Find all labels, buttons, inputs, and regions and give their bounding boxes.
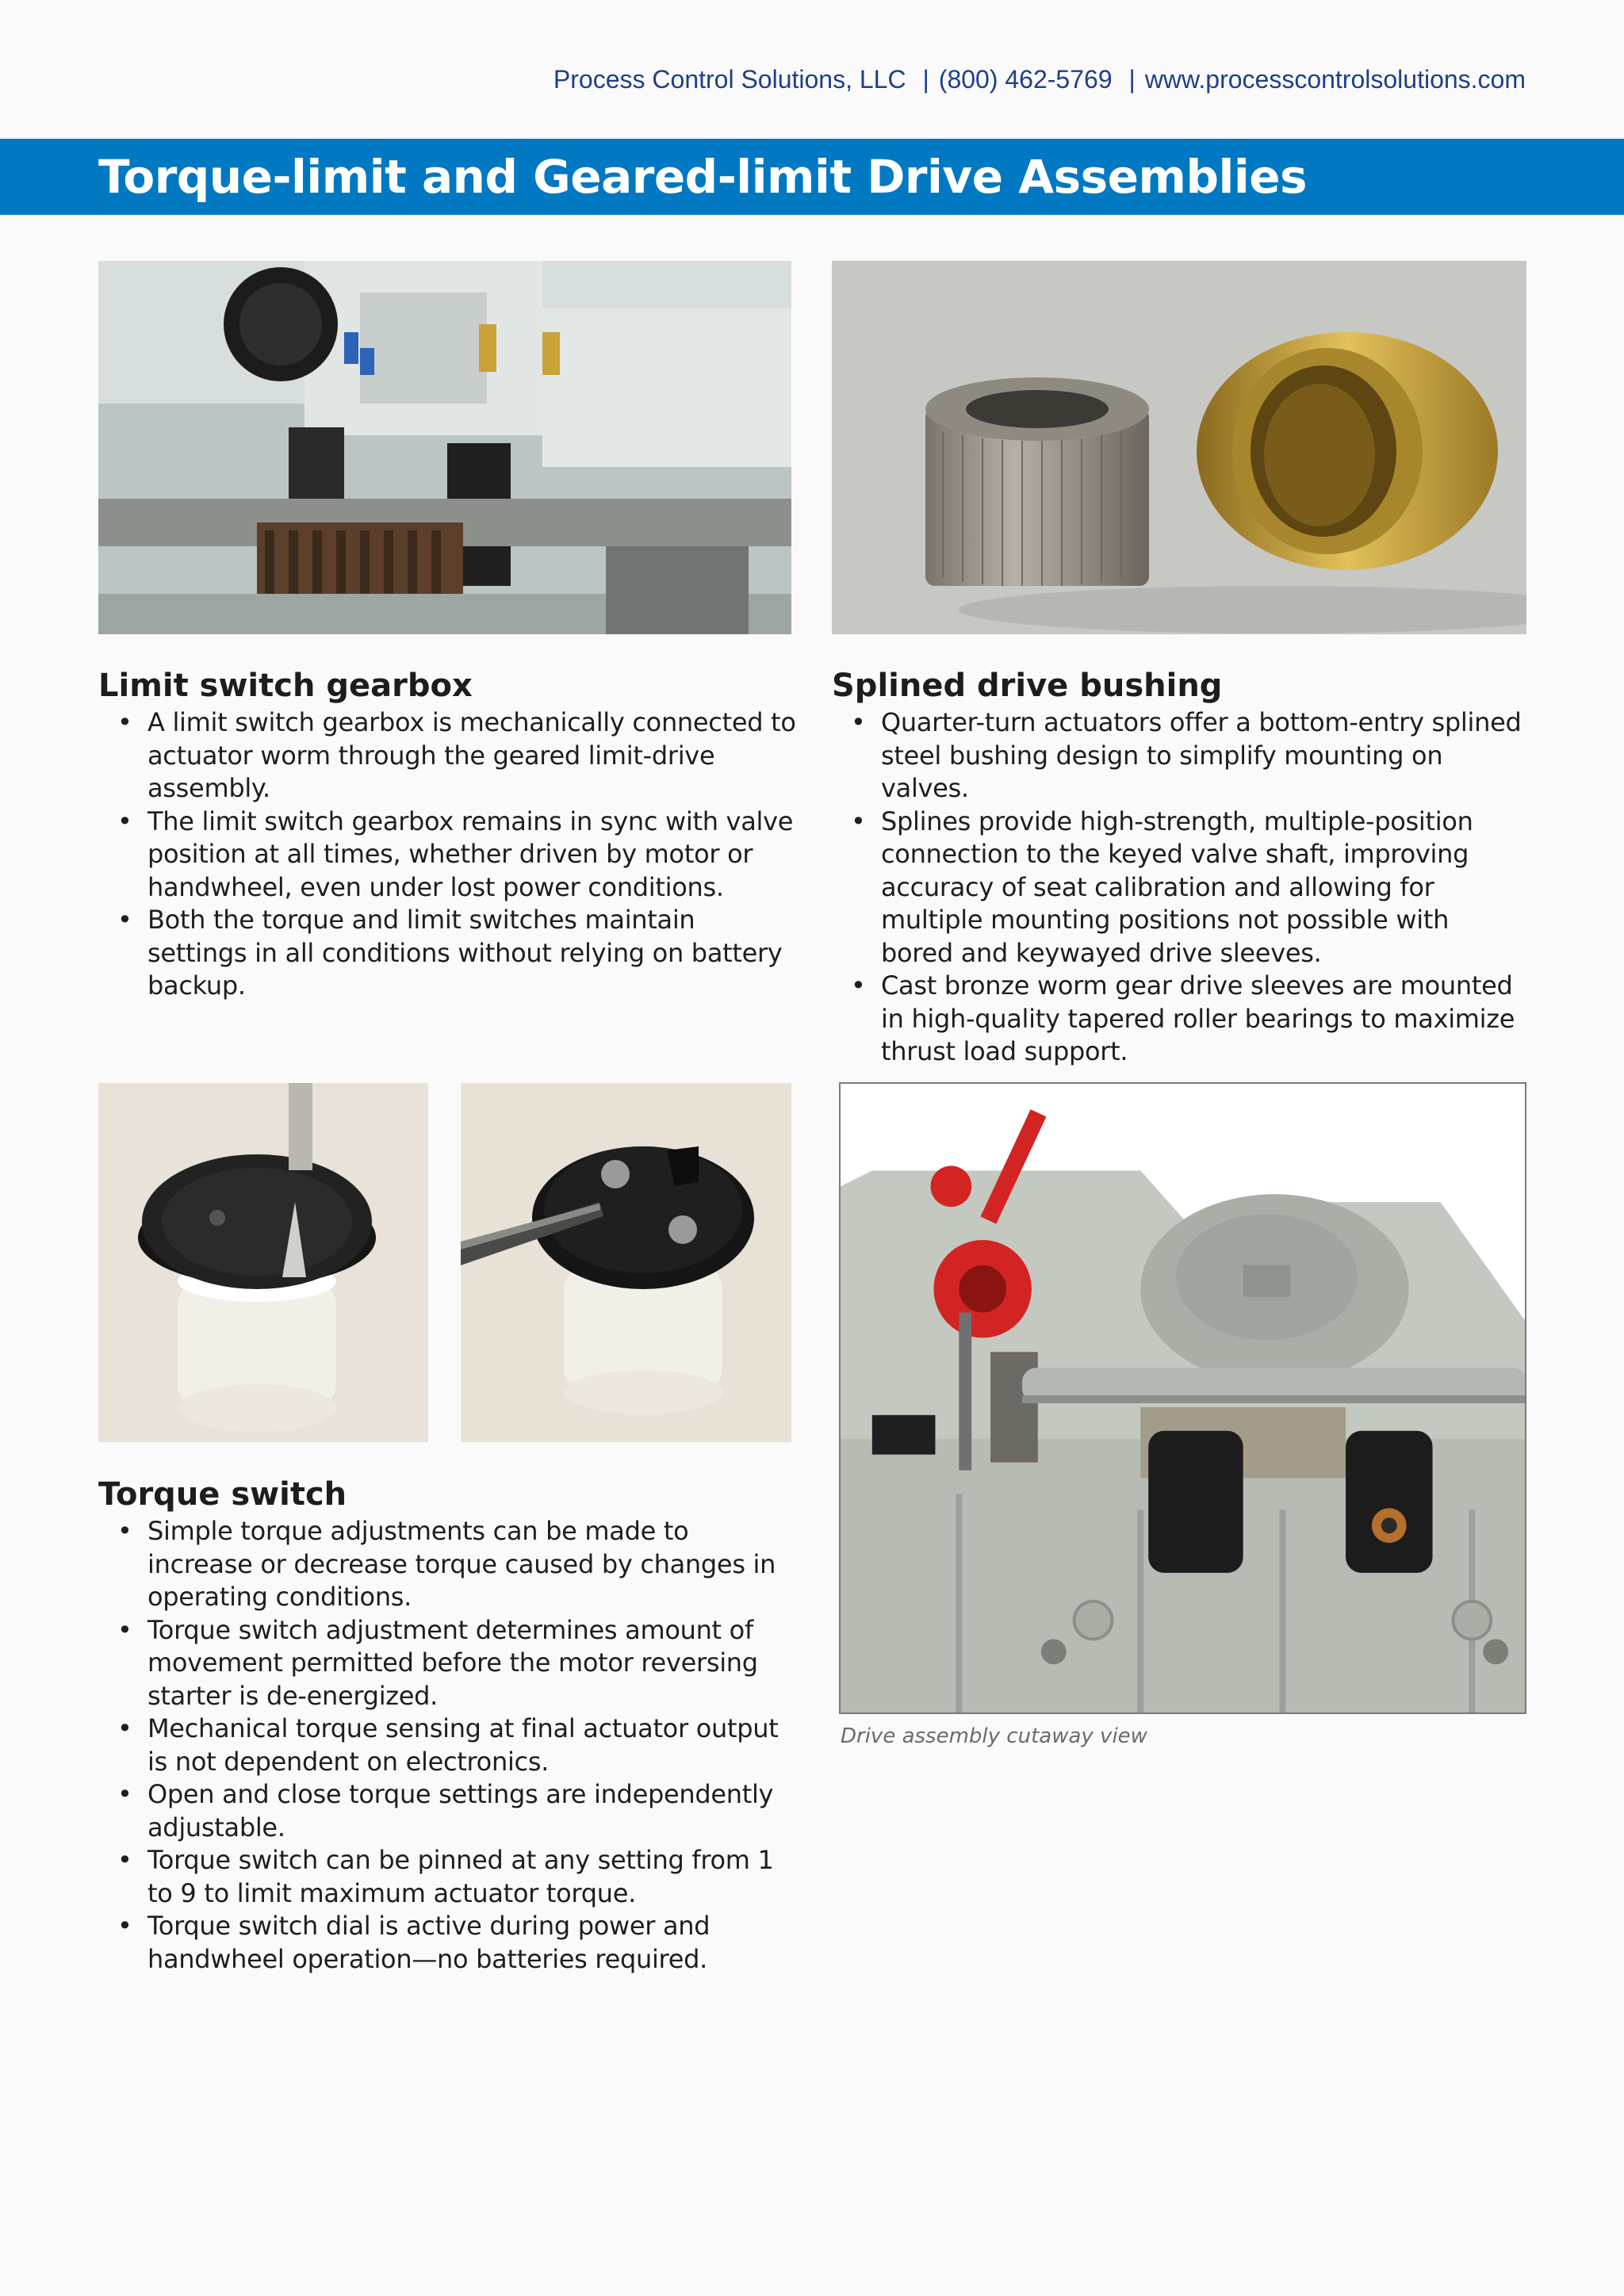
torque-dial-photo-2: [461, 1083, 791, 1442]
drive-assembly-cutaway-photo: [839, 1082, 1526, 1714]
limit-switch-bullets: [98, 706, 796, 1003]
list-item: • The limit switch gearbox remains in sync with valve position at all times, whether driven by motor or handwheel, even under lost power conditions.: [98, 806, 796, 905]
splined-drive-bushing-photo: [832, 261, 1526, 634]
torque-switch-title: Torque switch: [98, 1476, 347, 1513]
torque-dial-photo-1: [98, 1083, 428, 1442]
title-banner: [0, 139, 1624, 215]
list-item: • Cast bronze worm gear drive sleeves are mounted in high-quality tapered roller bearings to maximize thrust load support.: [832, 970, 1526, 1069]
list-item: • Simple torque adjustments can be made to increase or decrease torque caused by changes in operating conditions.: [98, 1515, 796, 1614]
list-item: • Quarter-turn actuators offer a bottom-entry splined steel bushing design to simplify mounting on valves.: [832, 706, 1526, 806]
company-name: Process Control Solutions, LLC: [553, 65, 906, 94]
list-item: • Splines provide high-strength, multiple-position connection to the keyed valve shaft, improving accuracy of seat calibration and allowing for multiple mounting positions not possible with bored and keywayed drive sleeves.: [832, 806, 1526, 970]
website-link[interactable]: www.processcontrolsolutions.com: [1144, 65, 1526, 94]
splined-bushing-title: Splined drive bushing: [832, 668, 1223, 704]
page-title: Torque-limit and Geared-limit Drive Assemblies: [98, 150, 1308, 204]
cutaway-caption: Drive assembly cutaway view: [841, 1724, 1147, 1748]
list-item: • Torque switch adjustment determines amount of movement permitted before the motor reversing starter is de-energized.: [98, 1614, 796, 1713]
splined-bushing-bullets: [832, 706, 1526, 1069]
list-item: • Torque switch dial is active during power and handwheel operation—no batteries required.: [98, 1910, 796, 1976]
separator: |: [922, 65, 929, 94]
phone-number[interactable]: (800) 462-5769: [938, 65, 1113, 94]
limit-switch-gearbox-photo: [98, 261, 791, 634]
list-item: • Torque switch can be pinned at any setting from 1 to 9 to limit maximum actuator torque.: [98, 1844, 796, 1910]
list-item: • A limit switch gearbox is mechanically connected to actuator worm through the geared limit-drive assembly.: [98, 706, 796, 806]
list-item: • Mechanical torque sensing at final actuator output is not dependent on electronics.: [98, 1712, 796, 1778]
torque-switch-bullets: [98, 1515, 796, 1976]
list-item: • Open and close torque settings are independently adjustable.: [98, 1778, 796, 1844]
list-item: • Both the torque and limit switches maintain settings in all conditions without relying on battery backup.: [98, 904, 796, 1003]
limit-switch-title: Limit switch gearbox: [98, 668, 473, 704]
separator: |: [1128, 65, 1136, 94]
contact-line: [553, 65, 1526, 94]
